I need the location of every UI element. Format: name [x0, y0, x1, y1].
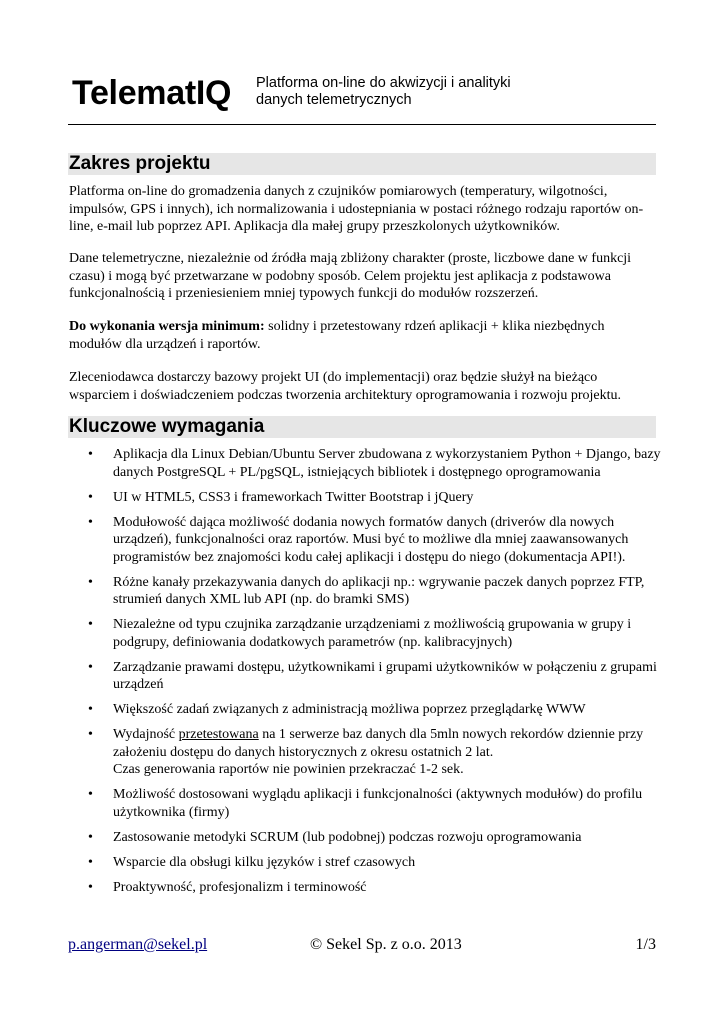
bullet: • — [88, 702, 93, 717]
list-item — [88, 574, 668, 609]
bullet: • — [88, 727, 93, 742]
bullet: • — [88, 514, 93, 530]
bullet: • — [88, 617, 93, 632]
page-header — [68, 70, 656, 125]
underlined-word: przetestowana — [178, 727, 259, 742]
requirement-text: Różne kanały przekazywania danych do aplikacji np.: wgrywanie paczek danych poprzez FTP, strumień danych XML lub API (np. do bramki SMS) — [113, 574, 645, 607]
page-footer — [68, 936, 658, 956]
list-item — [88, 829, 668, 847]
list-item — [88, 854, 668, 872]
list-item — [88, 514, 668, 567]
list-item — [88, 446, 668, 481]
footer-page-number: 1/3 — [635, 936, 656, 953]
list-item — [88, 659, 668, 694]
list-item — [88, 879, 668, 897]
tagline-line-2: danych telemetrycznych — [256, 92, 412, 108]
section-heading-requirements: Kluczowe wymagania — [68, 416, 656, 438]
bullet: • — [88, 659, 93, 675]
requirement-text: Wsparcie dla obsługi kilku języków i stref czasowych — [113, 854, 416, 870]
bullet: • — [88, 829, 93, 845]
requirement-text: Niezależne od typu czujnika zarządzanie urządzeniami z możliwością grupowania w grupy i podgrupy, definiowania dodatkowych parametrów (np. kalibracyjnych) — [113, 617, 632, 650]
requirement-text: Aplikacja dla Linux Debian/Ubuntu Server zbudowana z wykorzystaniem Python + Django, bazy danych PostgreSQL + PL/pgSQL, istniejących bibliotek i dostępnego oprogramowania — [113, 447, 661, 480]
requirement-text-part: na 1 serwerze baz danych dla 5mln nowych rekordów dziennie przy założeniu dostępu do danych historycznych z okresu ostatnich 2 lat. — [113, 727, 644, 760]
requirement-text: Zastosowanie metodyki SCRUM (lub podobnej) podczas rozwoju oprogramowania — [113, 829, 582, 845]
footer-email-link[interactable]: p.angerman@sekel.pl — [68, 936, 208, 953]
list-item — [88, 786, 668, 821]
requirement-text: Większość zadań związanych z administracją możliwa poprzez przeglądarkę WWW — [113, 702, 586, 717]
minimum-version-text: solidny i przetestowany rdzeń aplikacji + klika niezbędnych modułów dla urządzeń i raportów. — [69, 319, 605, 352]
bullet: • — [88, 787, 93, 802]
list-item — [88, 701, 668, 719]
bullet: • — [88, 854, 93, 870]
minimum-version-label: Do wykonania wersja minimum: — [69, 319, 265, 334]
requirement-text: UI w HTML5, CSS3 i frameworkach Twitter Bootstrap i jQuery — [113, 489, 474, 505]
requirements-list — [88, 446, 668, 904]
list-item — [88, 616, 668, 651]
requirement-text: Proaktywność, profesjonalizm i terminowość — [113, 879, 367, 895]
requirement-text-part: Wydajność — [113, 727, 179, 742]
brand-tagline — [256, 75, 511, 109]
section-heading-scope: Zakres projektu — [68, 153, 656, 175]
requirement-text: Modułowość dająca możliwość dodania nowych formatów danych (driverów dla nowych urządzeń), funkcjonalności oraz raportów. Musi być to możliwe dla mniej zaawansowanych programistów bez znajomości kodu całej aplikacji i dostępu do niego (dokumentacja API!). — [113, 514, 629, 565]
tagline-line-1: Platforma on-line do akwizycji i analityki — [256, 75, 511, 91]
requirement-text: Możliwość dostosowani wyglądu aplikacji i funkcjonalności (aktywnych modułów) do profilu użytkownika (firmy) — [113, 787, 643, 820]
footer-copyright: © Sekel Sp. z o.o. 2013 — [310, 936, 462, 953]
list-item — [88, 726, 668, 779]
paragraph-client: Zleceniodawca dostarczy bazowy projekt UI (do implementacji) oraz będzie służył na bieżąco wsparciem i doświadczeniem podczas tworzenia architektury oprogramowania i rozwoju projektu. — [69, 370, 622, 403]
bullet: • — [88, 447, 93, 462]
bullet: • — [88, 879, 93, 895]
paragraph-intro: Platforma on-line do gromadzenia danych z czujników pomiarowych (temperatury, wilgotności, impulsów, GPS i innych), ich normalizowania i udostepniania w postaci różnego rodzaju raportów on-line, e-mail lub poprzez API. Aplikacja dla małej grupy przeszkolonych użytkowników. — [69, 184, 644, 234]
paragraph-minimum-version — [69, 318, 657, 353]
requirement-text — [113, 727, 643, 777]
bullet: • — [88, 574, 93, 590]
bullet: • — [88, 489, 93, 505]
paragraph-telemetry: Dane telemetryczne, niezależnie od źródła mają zbliżony charakter (proste, liczbowe dane w funkcji czasu) i mogą być przetwarzane w podobny sposób. Celem projektu jest aplikacja z podstawowa funkcjonalnością i przeniesieniem mniej typowych funkcji do modułów rozszerzeń. — [69, 251, 632, 301]
list-item — [88, 489, 668, 507]
requirement-text: Zarządzanie prawami dostępu, użytkownikami i grupami użytkowników w połączeniu z grupami urządzeń — [113, 659, 657, 692]
requirement-text-part: Czas generowania raportów nie powinien przekraczać 1-2 sek. — [113, 762, 464, 777]
brand-title: TelematIQ — [72, 74, 232, 112]
